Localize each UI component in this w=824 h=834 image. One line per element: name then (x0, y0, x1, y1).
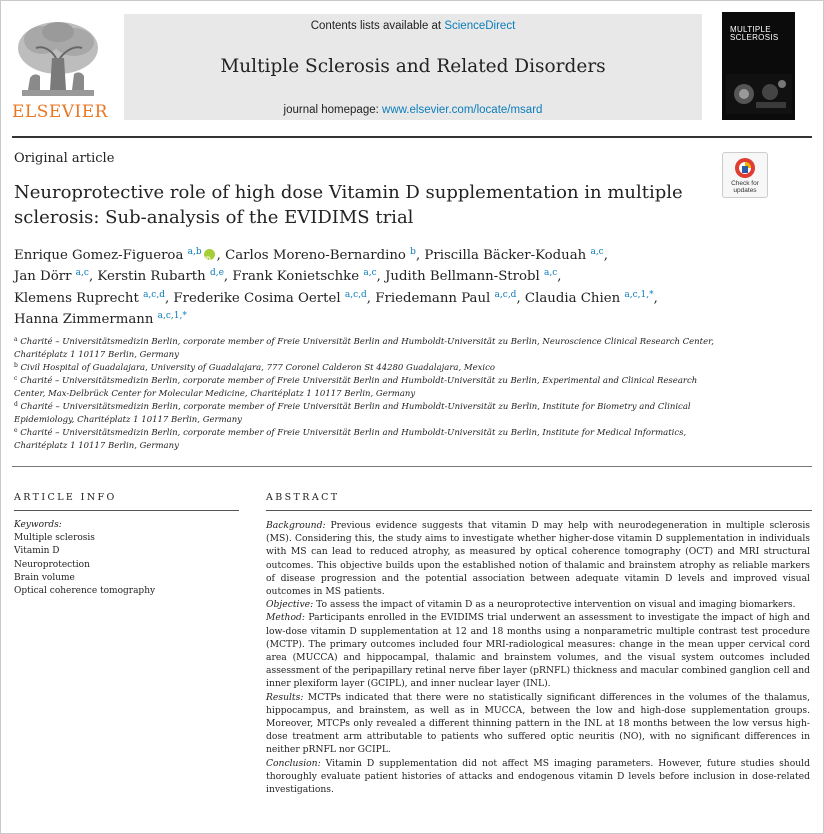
affiliation-text: Charité – Universitätsmedizin Berlin, corporate member of Freie Universität Berlin and Humboldt-Universität zu Berlin, Neuroscience Clinical Research Center, Charitéplatz 1 10117 Berlin, Germany (14, 337, 714, 360)
journal-header (124, 14, 702, 120)
author-affiliation-marker[interactable]: a,c (75, 268, 89, 279)
author-affiliation-marker[interactable]: a,b (187, 247, 202, 257)
abstract-section-text: To assess the impact of vitamin D as a neuroprotective intervention on visual and imaging biomarkers. (313, 599, 796, 611)
tree-icon (12, 18, 104, 100)
check-updates-label: Check for updates (731, 180, 759, 194)
homepage-link[interactable]: www.elsevier.com/locate/msard (382, 104, 543, 116)
author-name[interactable]: Jan Dörr (14, 269, 72, 285)
article-title: Neuroprotective role of high dose Vitamin D supplementation in multiple sclerosis: Sub-analysis of the EVIDIMS trial (14, 182, 683, 228)
article-info-heading: ARTICLE INFO (14, 492, 117, 503)
check-for-updates-button[interactable] (722, 152, 768, 198)
affiliation-label: b (14, 362, 18, 369)
publisher-name: ELSEVIER (12, 102, 108, 122)
keywords-list (14, 532, 155, 598)
affiliation-label: c (14, 375, 18, 382)
affiliation-item (14, 362, 714, 375)
keyword: Neuroprotection (14, 559, 90, 570)
author-name[interactable]: Priscilla Bäcker-Koduah (424, 248, 587, 263)
cover-title-line1: MULTIPLE (730, 25, 771, 34)
section-rule (12, 466, 812, 467)
abstract-rule (266, 510, 812, 511)
affiliation-text: Charité – Universitätsmedizin Berlin, corporate member of Freie Universität Berlin and Humboldt-Universität zu Berlin, Institute for Biometry and Clinical Epidemiology, Charitéplatz 1 10117 Berlin, Germany (14, 402, 691, 425)
header-rule (12, 136, 812, 138)
affiliation-text: Charité – Universitätsmedizin Berlin, corporate member of Freie Universität Berlin and Humboldt-Universität zu Berlin, Experimental and Clinical Research Center, Max-Delbrück Center for Molecular Medicine, Charitéplatz 1 10117 Berlin, Germany (14, 376, 698, 399)
contents-prefix: Contents lists available at (310, 20, 442, 32)
abstract-paragraph (266, 519, 810, 598)
journal-title: Multiple Sclerosis and Related Disorders (220, 56, 606, 77)
homepage-line (124, 104, 702, 116)
author-affiliation-marker[interactable]: a,c (544, 268, 558, 279)
keywords-block (14, 519, 155, 598)
author-affiliation-marker[interactable]: a,c,d (344, 289, 367, 300)
cover-image (726, 74, 792, 114)
abstract-paragraph (266, 691, 810, 757)
abstract-section-text: Vitamin D supplementation did not affect MS imaging parameters. However, future studies should thoroughly evaluate patient histories of attacks and endogenous vitamin D levels before inclusion in dose-related investigations. (266, 757, 810, 796)
affiliation-label: e (14, 427, 18, 434)
affiliation-text: Civil Hospital of Guadalajara, University of Guadalajara, 777 Coronel Calderon St 44280 Guadalajara, Mexico (17, 363, 496, 373)
author-name[interactable]: Carlos Moreno-Bernardino (225, 248, 406, 263)
abstract-heading: ABSTRACT (266, 492, 340, 503)
abstract-section-label: Objective: (266, 599, 314, 611)
cover-title (730, 26, 790, 42)
abstract-section-label: Conclusion: (266, 757, 321, 769)
contents-line (124, 20, 702, 32)
article-type: Original article (14, 151, 115, 166)
orcid-icon[interactable] (204, 249, 215, 260)
elsevier-logo[interactable] (12, 18, 108, 122)
author-name[interactable]: Frank Konietschke (232, 269, 360, 285)
keyword: Multiple sclerosis (14, 533, 95, 544)
keyword: Brain volume (14, 572, 75, 583)
abstract-paragraph (266, 611, 810, 690)
author-affiliation-marker[interactable]: a,c,d (143, 289, 165, 300)
author-list: Enrique Gomez-Figueroa $^{a,b}$iD , Carlos Moreno-Bernardino $^b$, Priscilla Bäcker-Koduah $^{a,c}$, Jan Dörr $^{a,c}$, Kerstin Rubarth $^{d,e}$, Frank Konietschke $^{a,c}$, Judith Bellmann-Strobl $^{a,c}$, Klemens Ruprecht $^{a,c,d}$, Frederike Cosima Oertel $^{a,c,d}$, Friedemann Paul $^{a,c,d}$, Claudia Chien $^{a,c,1,*}$, Hanna Zimmermann $^{a,c,1,*}$ (14, 245, 804, 330)
affiliation-label: a (14, 336, 18, 343)
keywords-label: Keywords: (14, 520, 62, 530)
abstract-section-label: Background: (266, 520, 326, 531)
affiliation-item (14, 336, 714, 362)
article-info-rule (14, 510, 239, 511)
affiliation-text: Charité – Universitätsmedizin Berlin, corporate member of Freie Universität Berlin and Humboldt-Universität zu Berlin, Institute for Medical Informatics, Charitéplatz 1 10117 Berlin, Germany (14, 428, 687, 451)
affiliation-label: d (14, 401, 18, 408)
abstract-section-text: Previous evidence suggests that vitamin D may help with neurodegeneration in multiple sclerosis (MS). Considering this, the study aims to investigate whether higher-dose vitamin D supplementation in individuals with MS can lead to reduced atrophy, as measured by optical coherence tomography (OCT) and MRI structural outcomes. This objective builds upon the established notion of thalamic and brainstem atrophy as reliable markers of disease progression and the potential association between adequate vitamin D levels and improved visual outcomes in MS patients. (266, 520, 810, 598)
author-affiliation-marker[interactable]: b (410, 247, 416, 257)
author-affiliation-marker[interactable]: a,c,d (494, 289, 517, 300)
homepage-prefix: journal homepage: (283, 104, 379, 116)
affiliation-item (14, 401, 714, 427)
keyword: Optical coherence tomography (14, 586, 156, 597)
abstract-paragraph (266, 598, 810, 611)
author-name[interactable]: Judith Bellmann-Strobl (385, 269, 540, 285)
abstract-paragraph (266, 757, 810, 797)
affiliations (14, 336, 714, 453)
abstract-section-text: Participants enrolled in the EVIDIMS trial underwent an assessment to investigate the impact of high and low-dose vitamin D supplementation at 12 and 18 months using a nonparametric multiple contrast test procedure (MCTP). The primary outcomes included four MRI-radiological measures: change in the mean upper cervical cord area (MUCCA) and hippocampal, thalamic and brainstem volumes, and the visual system outcomes included assessment of the peripapillary retinal nerve fiber layer (pRNFL) thickness and macular combined ganglion cell and inner plexiform layer (GCIPL), and inner nuclear layer (INL). (266, 612, 810, 690)
author-name[interactable]: Kerstin Rubarth (97, 269, 206, 285)
author-name[interactable]: Hanna Zimmermann (14, 311, 154, 327)
affiliation-item (14, 375, 714, 401)
author-name[interactable]: Claudia Chien (524, 290, 621, 306)
author-affiliation-marker[interactable]: a,c,1,* (157, 310, 187, 321)
affiliation-item (14, 427, 714, 453)
author-name[interactable]: Friedemann Paul (375, 290, 491, 306)
author-name[interactable]: Frederike Cosima Oertel (173, 290, 341, 306)
author-name[interactable]: Enrique Gomez-Figueroa (14, 248, 184, 263)
abstract-section-label: Results: (266, 691, 304, 703)
keyword: Vitamin D (14, 546, 60, 557)
abstract-body (266, 519, 810, 796)
journal-cover[interactable] (722, 12, 795, 120)
author-affiliation-marker[interactable]: a,c,1,* (624, 289, 654, 300)
author-affiliation-marker[interactable]: a,c (363, 268, 377, 279)
author-affiliation-marker[interactable]: a,c (590, 247, 604, 257)
check-updates-icon (734, 157, 756, 179)
cover-title-line2: SCLEROSIS (730, 33, 779, 42)
author-affiliation-marker[interactable]: d,e (209, 268, 224, 279)
sciencedirect-link[interactable]: ScienceDirect (444, 20, 516, 32)
abstract-section-text: MCTPs indicated that there were no statistically significant differences in the volumes of the thalamus, hippocampus, and brainstem, as well as in MUCCA, between the low and high-dose supplementation groups. Moreover, MTCPs only revealed a different thinning pattern in the INL at 18 months between the low versus high-dose treatment arm attributable to patients who suffered optic neuritis (NO), with no significant differences in neither pRNFL nor GCIPL. (266, 691, 810, 756)
author-name[interactable]: Klemens Ruprecht (14, 290, 139, 306)
abstract-section-label: Method: (266, 612, 305, 624)
